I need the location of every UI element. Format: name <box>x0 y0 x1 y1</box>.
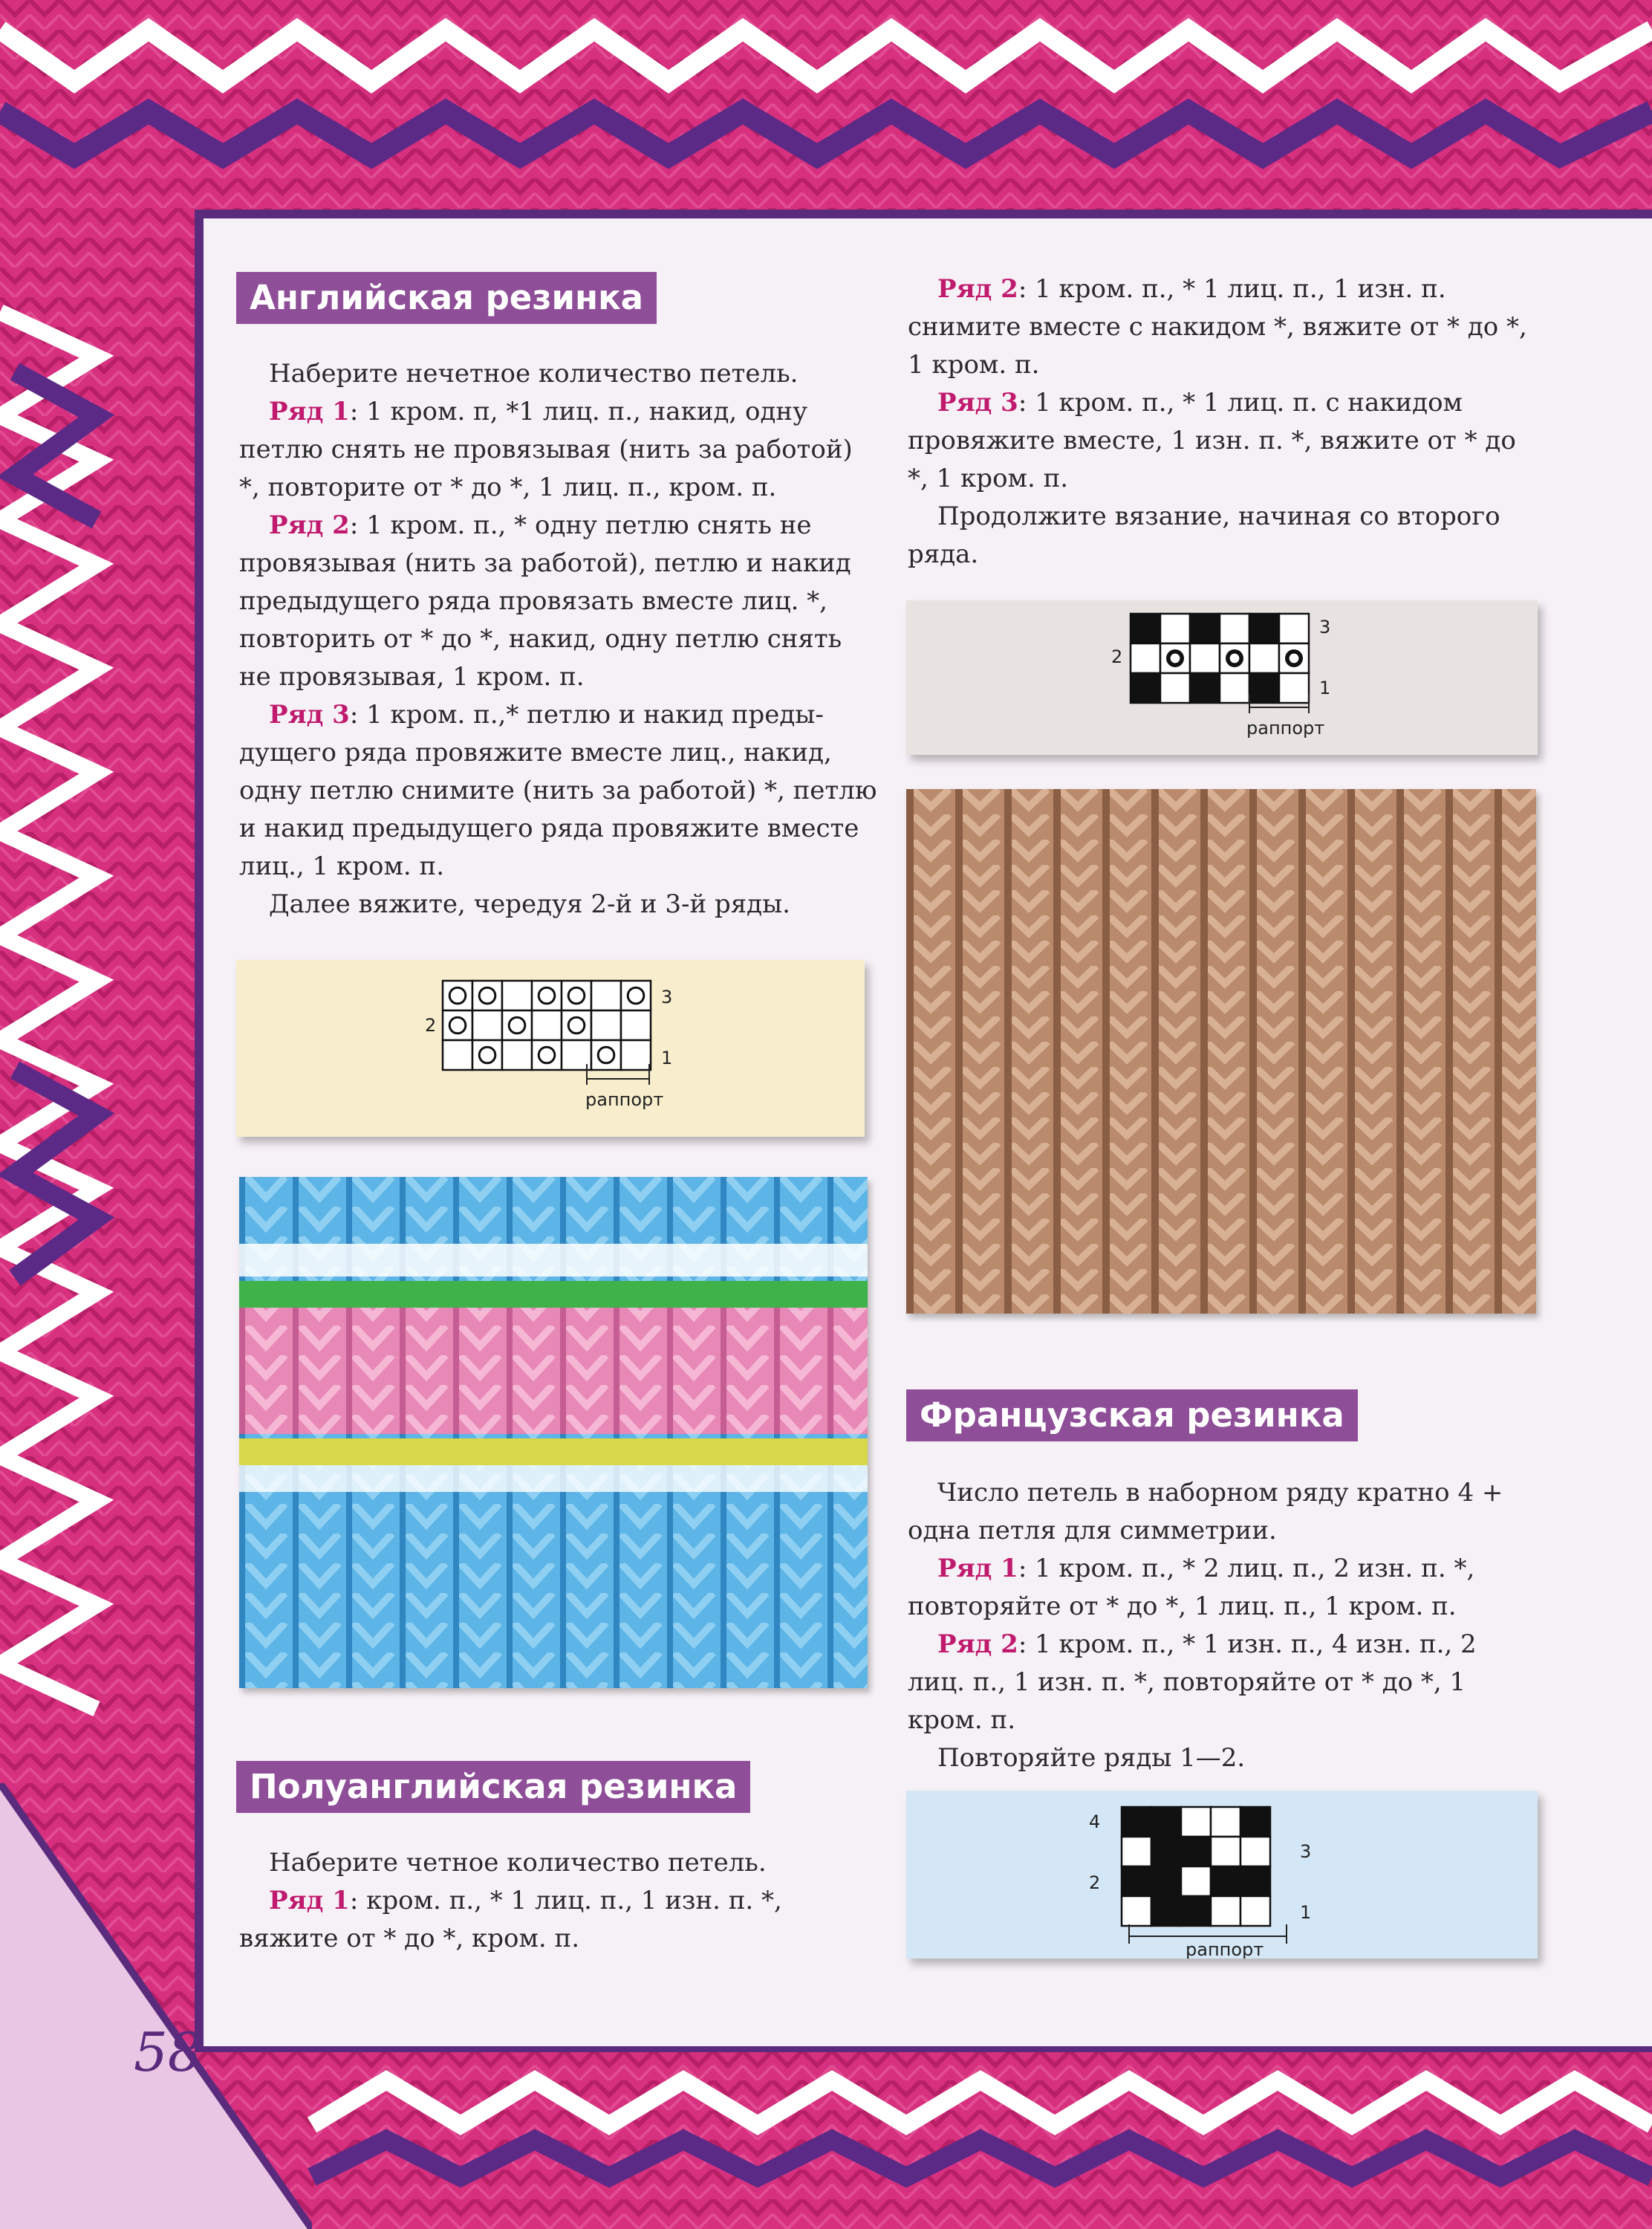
row-label: Ряд 1 <box>269 1886 350 1915</box>
french-rib-text <box>908 1474 1532 1777</box>
chart-cell <box>1249 673 1279 703</box>
paragraph <box>239 886 878 924</box>
row-label-3: 3 <box>661 987 673 1008</box>
chart-cell <box>1220 614 1249 643</box>
paragraph-text: : 1 кром. п., * 1 лиц. п., 1 изн. п. снимите вместе с накидом *, вяжите от * до *, 1 кром. п. <box>908 274 1527 380</box>
chart-cell <box>532 1010 562 1040</box>
knit-together-center <box>1171 654 1180 663</box>
row-label-1: 1 <box>1319 678 1331 698</box>
chart-cell <box>472 1040 502 1070</box>
chart-cell <box>443 1040 472 1070</box>
row-label-4: 4 <box>1089 1811 1101 1832</box>
chart-cell <box>1131 673 1160 703</box>
chart-cell <box>1151 1807 1181 1837</box>
repeat-label: раппорт <box>1246 718 1325 739</box>
chart-cell <box>591 1010 621 1040</box>
chart-cell <box>562 981 591 1010</box>
paragraph-text: Далее вяжите, чередуя 2-й и 3-й ряды. <box>269 889 790 919</box>
paragraph <box>908 270 1532 384</box>
paragraph-text: Продолжите вязание, начиная со второго ряда. <box>908 502 1500 569</box>
paragraph <box>239 1882 878 1958</box>
row-label-2: 2 <box>1089 1872 1101 1893</box>
chart-cell <box>1211 1896 1240 1926</box>
chart-cell <box>472 981 502 1010</box>
chart-cell <box>1160 614 1190 643</box>
row-label-3: 3 <box>1319 617 1331 637</box>
chart-cell <box>1131 614 1160 643</box>
chart-cell <box>472 1010 502 1040</box>
chart-cell <box>1240 1896 1270 1926</box>
paragraph-text: : 1 кром. п.,* петлю и накид предыдущего ряда провяжите вместе лиц., накид, одну петлю снимите (нить за работой) *, петлю и накид предыдущего ряда провяжите вместе лиц., 1 кром. п. <box>239 700 877 881</box>
chart-cell <box>532 981 562 1010</box>
paragraph-text: : 1 кром. п., * одну петлю снять не провязывая (нить за работой), петлю и накид предыдущего ряда провязать вместе лиц. *, повторить от * до *, накид, одну петлю снять не провязывая, 1 кром. п. <box>239 510 851 692</box>
paragraph-text: : кром. п., * 1 лиц. п., 1 изн. п. *, вяжите от * до *, кром. п. <box>239 1886 782 1953</box>
paragraph-text: : 1 кром. п., * 1 изн. п., 4 изн. п., 2 лиц. п., 1 изн. п. *, повторяйте от * до *, 1 кром. п. <box>908 1629 1477 1735</box>
chart-english-rib-svg <box>236 960 865 1137</box>
chart-cell <box>1181 1807 1211 1837</box>
paragraph <box>908 1626 1532 1739</box>
repeat-label: раппорт <box>1186 1939 1264 1959</box>
photo-half-english-rib-sample <box>906 789 1536 1314</box>
heading-english-rib: Английская резинка <box>236 272 657 324</box>
chart-cell <box>1279 673 1309 703</box>
paragraph <box>908 1739 1532 1777</box>
row-label: Ряд 2 <box>269 510 350 540</box>
paragraph <box>908 384 1532 498</box>
chart-cell <box>1151 1896 1181 1926</box>
chart-cell <box>1240 1807 1270 1837</box>
row-label-3: 3 <box>1300 1841 1312 1862</box>
paragraph <box>239 696 878 886</box>
chart-cell <box>591 981 621 1010</box>
chart-cell <box>1151 1837 1181 1866</box>
chart-cell <box>1190 614 1220 643</box>
chart-cell <box>1181 1837 1211 1866</box>
chart-cell <box>502 981 532 1010</box>
row-label-1: 1 <box>661 1048 673 1068</box>
chart-half-english-rib-svg <box>906 600 1538 755</box>
paragraph-text: Наберите четное количество петель. <box>269 1848 767 1878</box>
heading-half-english-rib: Полуанглийская резинка <box>236 1761 750 1813</box>
chart-cell <box>1190 673 1220 703</box>
chart-cell <box>443 1010 472 1040</box>
knit-together-center <box>1230 654 1240 663</box>
chart-cell <box>1151 1866 1181 1896</box>
chart-cell <box>502 1040 532 1070</box>
chart-cell <box>1249 614 1279 643</box>
chart-cell <box>1211 1837 1240 1866</box>
paragraph <box>908 1474 1532 1550</box>
paragraph <box>908 1550 1532 1626</box>
chart-cell <box>1131 643 1160 673</box>
paragraph <box>239 393 878 507</box>
knit-together-center <box>1290 654 1299 663</box>
chart-cell <box>1122 1896 1151 1926</box>
chart-cell <box>1160 673 1190 703</box>
heading-french-rib: Французская резинка <box>906 1389 1358 1441</box>
chart-english-rib <box>236 960 865 1137</box>
english-rib-text <box>239 355 878 924</box>
page-number: 58 <box>134 2021 202 2083</box>
paragraph-text: : 1 кром. п., * 1 лиц. п. с накидом провяжите вместе, 1 изн. п. *, вяжите от * до *, 1 кром. п. <box>908 388 1516 493</box>
chart-cell <box>1211 1807 1240 1837</box>
row-label-2: 2 <box>425 1015 437 1036</box>
half-english-rib-text <box>239 1844 878 1958</box>
chart-cell <box>443 981 472 1010</box>
chart-cell <box>562 1010 591 1040</box>
chart-cell <box>621 1010 651 1040</box>
row-label-1: 1 <box>1300 1902 1312 1923</box>
paragraph <box>239 355 878 393</box>
paragraph <box>239 507 878 696</box>
chart-cell <box>1240 1837 1270 1866</box>
chart-cell <box>502 1010 532 1040</box>
chart-cell <box>1240 1866 1270 1896</box>
chart-cell <box>1279 614 1309 643</box>
paragraph-text: : 1 кром. п, *1 лиц. п., накид, одну петлю снять не провязывая (нить за работой) *, повторите от * до *, 1 лиц. п., кром. п. <box>239 397 853 502</box>
chart-cell <box>1220 673 1249 703</box>
chart-cell <box>1122 1837 1151 1866</box>
paragraph-text: Наберите нечетное количество петель. <box>269 359 799 389</box>
paragraph <box>908 498 1532 574</box>
row-label: Ряд 3 <box>269 700 350 730</box>
repeat-label: раппорт <box>585 1089 664 1110</box>
chart-cell <box>1190 643 1220 673</box>
chart-french-rib-svg <box>906 1791 1538 1959</box>
row-label-2: 2 <box>1111 646 1123 667</box>
paragraph-text: : 1 кром. п., * 2 лиц. п., 2 изн. п. *, повторяйте от * до *, 1 лиц. п., 1 кром. п. <box>908 1554 1475 1621</box>
half-english-rib-continued-text <box>908 270 1532 574</box>
chart-cell <box>1181 1896 1211 1926</box>
paragraph-text: Повторяйте ряды 1—2. <box>937 1743 1246 1773</box>
chart-cell <box>1122 1807 1151 1837</box>
chart-cell <box>532 1040 562 1070</box>
chart-cell <box>591 1040 621 1070</box>
chart-half-english-rib <box>906 600 1538 755</box>
chart-cell <box>1211 1866 1240 1896</box>
chart-cell <box>1122 1866 1151 1896</box>
chart-cell <box>1249 643 1279 673</box>
row-label: Ряд 3 <box>937 388 1018 418</box>
chart-french-rib <box>906 1791 1538 1959</box>
row-label: Ряд 1 <box>937 1554 1018 1583</box>
paragraph <box>239 1844 878 1882</box>
paragraph-text: Число петель в наборном ряду кратно 4 + одна петля для симметрии. <box>908 1478 1503 1545</box>
row-label: Ряд 2 <box>937 1629 1018 1659</box>
chart-cell <box>621 1040 651 1070</box>
chart-cell <box>1181 1866 1211 1896</box>
photo-english-rib-sample <box>239 1177 868 1688</box>
chart-cell <box>621 981 651 1010</box>
row-label: Ряд 2 <box>937 274 1018 304</box>
row-label: Ряд 1 <box>269 397 350 426</box>
